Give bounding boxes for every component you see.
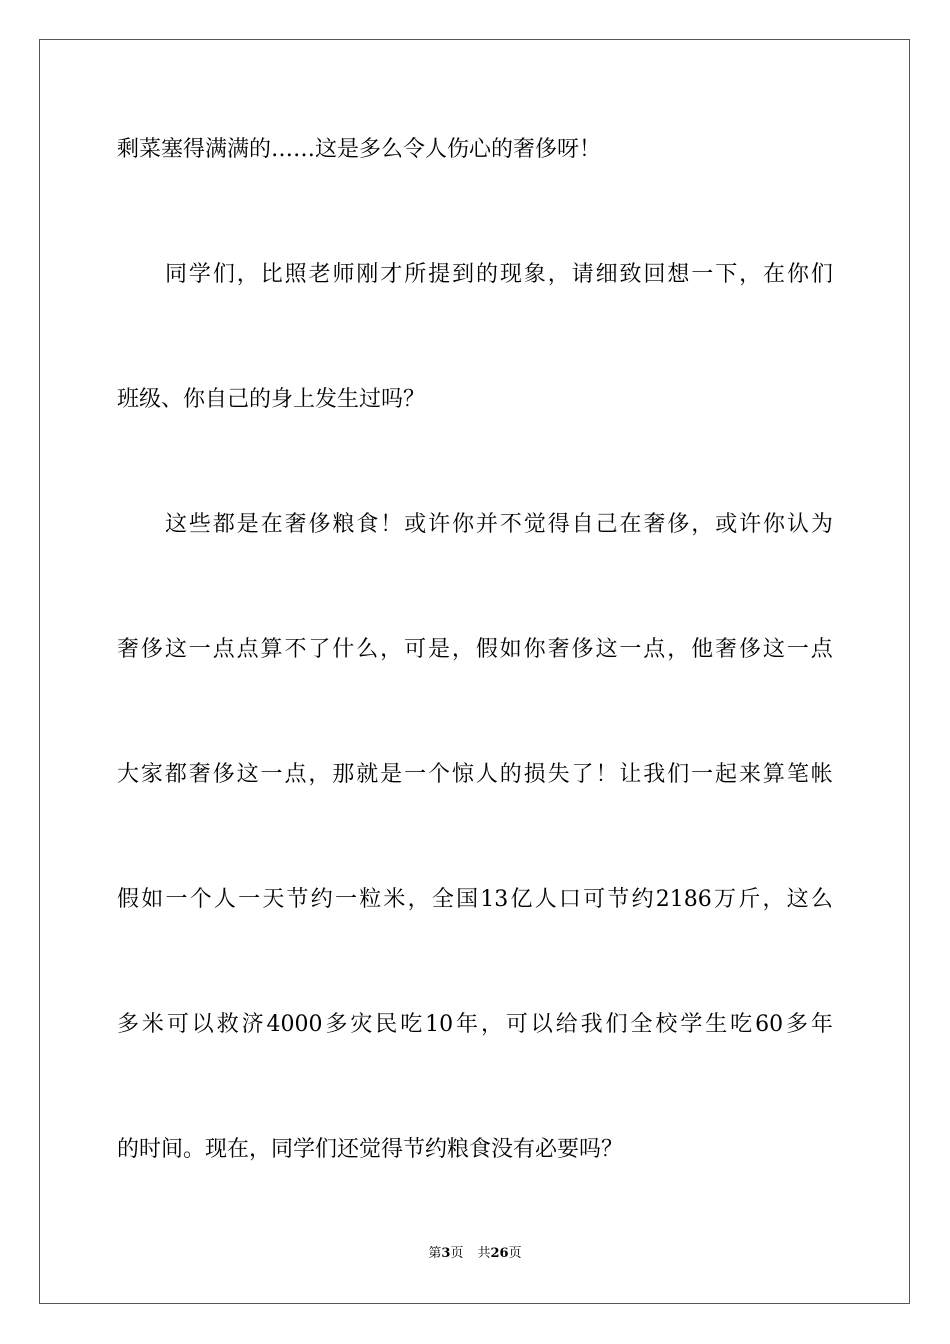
- body-line-4: 这 些 都 是 在 奢 侈 粮 食 ！ 或 许 你 并 不 觉 得 自 己 在 奢 侈 ， 或 许 你 认 为: [165, 512, 833, 537]
- body-line-2: 同 学 们 ， 比 照 老 师 刚 才 所 提 到 的 现 象 ， 请 细 致 回 想 一 下 ， 在 你 们: [165, 262, 833, 287]
- body-line-8: 多 米 可 以 救 济 4000 多 灾 民 吃 10 年 ， 可 以 给 我 们 全 校 学 生 吃 60 多 年: [117, 1012, 833, 1037]
- page-footer: [0, 1245, 950, 1263]
- page-prefix: 第: [428, 1246, 442, 1261]
- body-line-3: 班级、你自己的身上发生过吗？: [117, 387, 426, 412]
- total-prefix: 共: [477, 1246, 491, 1261]
- total-pages: 26: [490, 1246, 509, 1261]
- page-number: 3: [441, 1246, 451, 1261]
- page-suffix: 页: [450, 1246, 464, 1261]
- body-line-6: 大 家 都 奢 侈 这 一 点 ， 那 就 是 一 个 惊 人 的 损 失 了 ！ 让 我 们 一 起 来 算 笔 帐: [117, 762, 833, 787]
- body-line-5: 奢 侈 这 一 点 点 算 不 了 什 么 ， 可 是 ， 假 如 你 奢 侈 这 一 点 ， 他 奢 侈 这 一 点: [117, 637, 833, 662]
- page-border: [39, 39, 910, 1304]
- body-line-9: 的时间。现在，同学们还觉得节约粮食没有必要吗？: [117, 1137, 624, 1162]
- total-suffix: 页: [508, 1246, 522, 1261]
- body-line-7: 假 如 一 个 人 一 天 节 约 一 粒 米 ， 全 国 13 亿 人 口 可 节 约 2186 万 斤 ， 这 么: [117, 887, 833, 912]
- body-line-1: 剩菜塞得满满的……这是多么令人伤心的奢侈呀！: [117, 137, 602, 162]
